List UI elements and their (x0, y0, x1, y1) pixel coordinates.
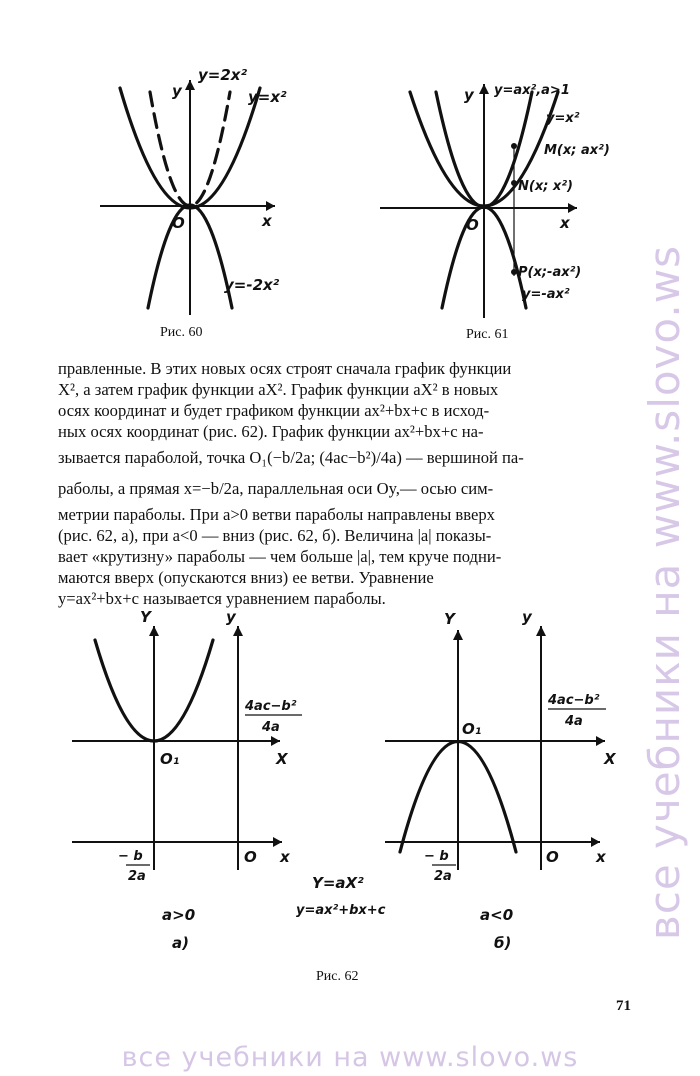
fig62b-x-label: x (596, 848, 606, 866)
fig62a-condition: a>0 (162, 906, 196, 924)
fig61-label-x2: y=x² (546, 111, 580, 126)
fig61 (380, 83, 610, 342)
fig62-caption: Рис. 62 (316, 969, 359, 984)
text-line: (рис. 62, а), при a<0 — вниз (рис. 62, б). Величина |a| показы- (58, 526, 492, 545)
fig62-left (72, 608, 302, 952)
fig62b-vertex-y-num: 4ac−b² (548, 693, 600, 708)
fig62b-sublabel: б) (494, 934, 512, 952)
fig62a-x-label: x (280, 848, 290, 866)
watermark-side: все учебники на www.slovo.ws (640, 245, 689, 940)
fig62b-O1: O₁ (462, 720, 482, 738)
fig60-label-2x2: y=2x² (198, 66, 248, 84)
fig61-caption: Рис. 61 (466, 327, 509, 342)
text-line: y=ax²+bx+c называется уравнением параболы. (58, 589, 386, 608)
fig62a-vertex-y-num: 4ac−b² (245, 699, 297, 714)
text-line: правленные. В этих новых осях строят сначала график функции (58, 359, 512, 378)
fig61-y-label: y (464, 86, 474, 104)
fig62a-Y-label: Y (140, 608, 151, 626)
fig62a-y-label: y (226, 608, 236, 626)
fig62a-vertex-x-num: − b (118, 849, 143, 864)
fig62a-O1: O₁ (160, 750, 180, 768)
fig60-y-label: y (172, 82, 182, 100)
fig61-label-negax2: y=-ax² (522, 287, 570, 302)
fig62b-O: O (546, 848, 559, 866)
text-line: вает «крутизну» параболы — чем больше |a|, тем круче подни- (58, 547, 502, 566)
fig61-label-ax2: y=ax²,a>1 (494, 83, 570, 98)
text-line: осях координат и будет графиком функции ax²+bx+c в исход- (58, 401, 490, 420)
watermark-bottom[interactable]: все учебники на www.slovo.ws (121, 1042, 579, 1073)
fig61-label-P: P(x;-ax²) (518, 265, 582, 280)
fig62b-vertex-x-den: 2a (434, 869, 452, 884)
text-line: зывается параболой, точка O₁(−b/2a; (4ac−b²)/4a) — вершиной па- (58, 448, 524, 467)
text-line: ных осях координат (рис. 62). График функции ax²+bx+c на- (58, 422, 484, 441)
text-line: метрии параболы. При a>0 ветви параболы направлены вверх (58, 505, 495, 524)
text-line: раболы, а прямая x=−b/2a, параллельная оси Oy,— осью сим- (58, 479, 494, 498)
fig60-label-neg2x2: y=-2x² (224, 276, 280, 294)
fig61-origin: O (466, 216, 479, 234)
fig61-label-M: M(x; ax²) (544, 143, 610, 158)
fig61-label-N: N(x; x²) (518, 179, 573, 194)
fig62a-sublabel: а) (172, 934, 189, 952)
fig62-eq-transformed: Y=aX² (312, 874, 364, 892)
text-line: маются вверх (опускаются вниз) ее ветви. Уравнение (58, 568, 434, 587)
fig61-x-label: x (560, 214, 570, 232)
fig62b-condition: a<0 (480, 906, 514, 924)
fig62a-vertex-x-den: 2a (128, 869, 146, 884)
page-number: 71 (616, 998, 631, 1014)
body-paragraph (58, 358, 648, 609)
fig62b-y-label: y (522, 608, 532, 626)
fig60-x-label: x (262, 212, 272, 230)
fig62a-O: O (244, 848, 257, 866)
text-line: X², а затем график функции aX². График функции aX² в новых (58, 380, 499, 399)
fig62b-vertex-y-den: 4a (565, 714, 583, 729)
fig62-eq-original: y=ax²+bx+c (296, 903, 386, 918)
fig60-label-x2: y=x² (248, 88, 287, 106)
fig62b-Y-label: Y (444, 610, 455, 628)
fig62b-X-label: X (604, 750, 616, 768)
fig60-caption: Рис. 60 (160, 325, 203, 340)
fig62a-X-label: X (276, 750, 288, 768)
fig60 (100, 66, 287, 340)
fig62a-vertex-y-den: 4a (262, 720, 280, 735)
fig62b-vertex-x-num: − b (424, 849, 449, 864)
fig62-right (385, 608, 617, 952)
fig60-origin: O (172, 214, 185, 232)
